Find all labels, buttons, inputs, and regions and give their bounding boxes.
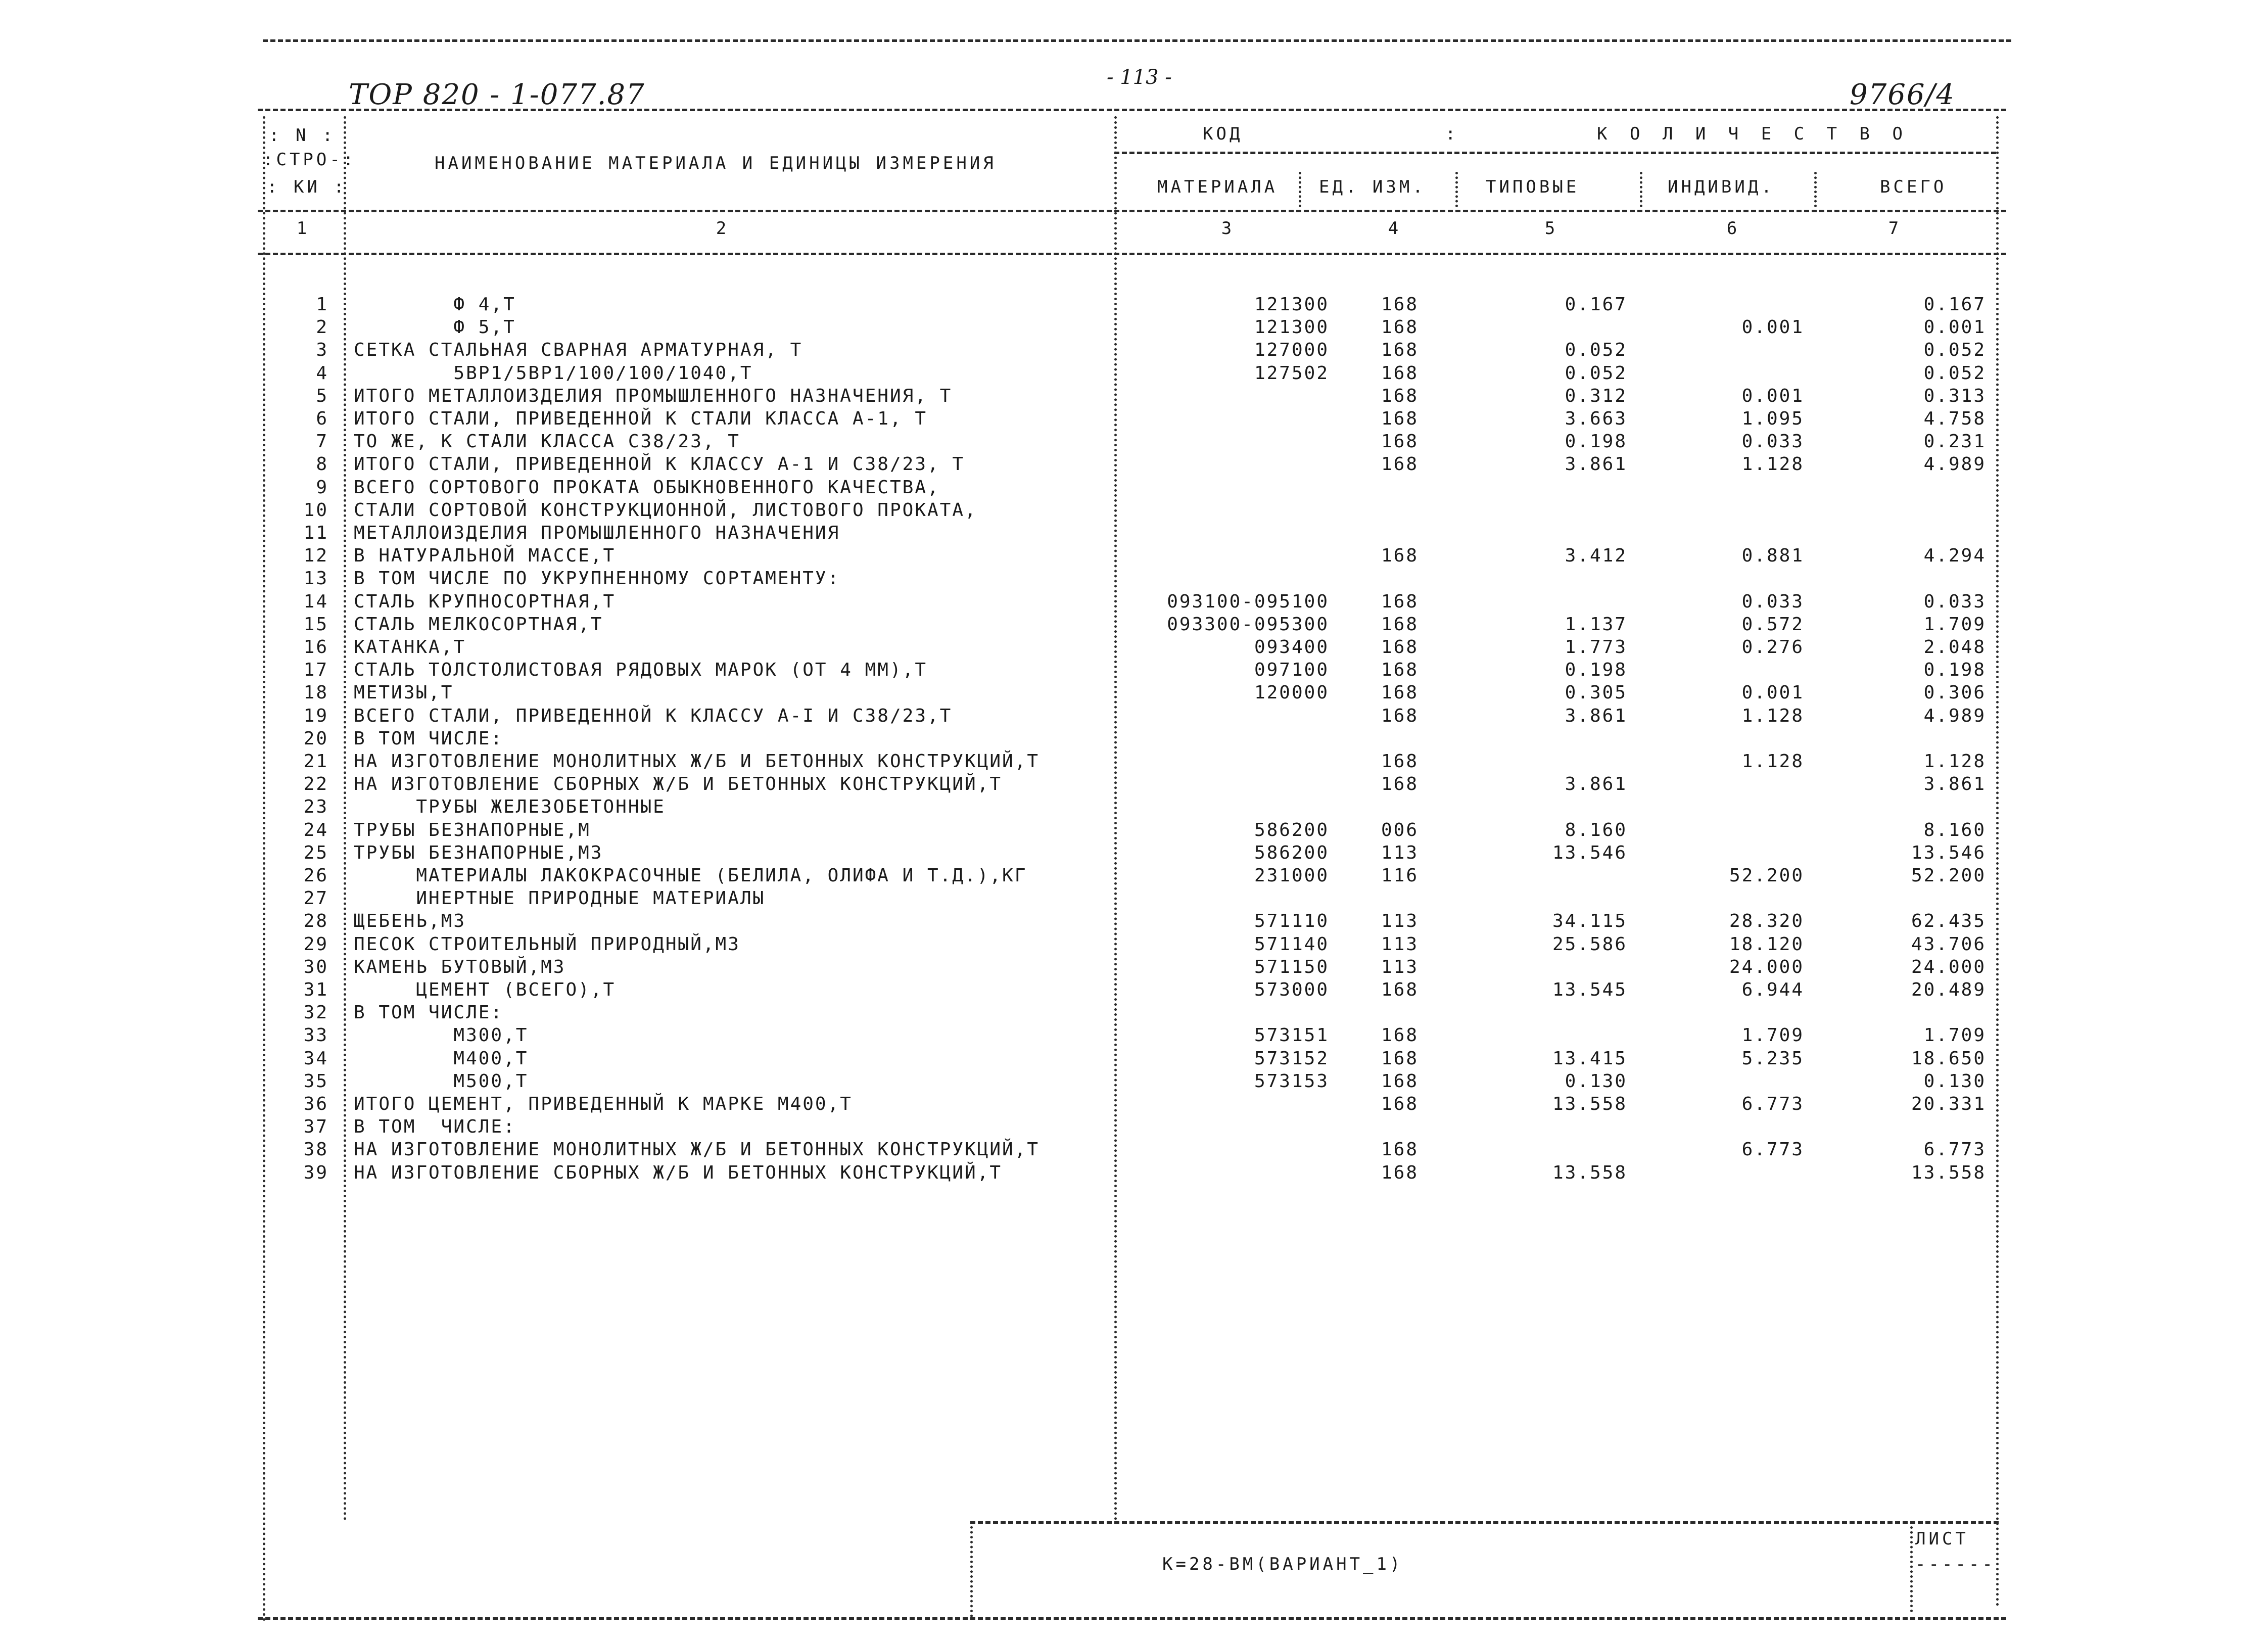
row-total: 52.200 (1911, 865, 1986, 886)
row-total: 18.650 (1911, 1048, 1986, 1069)
row-number: 27 (303, 888, 328, 909)
row-code: 571150 (1254, 956, 1329, 977)
row-unit: 168 (1381, 637, 1419, 658)
total-header: ВСЕГО (1880, 177, 1947, 197)
row-code: 586200 (1254, 842, 1329, 863)
row-name: ВСЕГО СТАЛИ, ПРИВЕДЕННОЙ К КЛАССУ А-I И С38/23,Т (354, 705, 953, 726)
row-number: 10 (303, 499, 328, 521)
row-unit: 168 (1381, 660, 1419, 681)
row-number: 4 (316, 362, 328, 384)
row-number: 8 (316, 454, 328, 475)
row-unit: 168 (1381, 1162, 1419, 1183)
row-unit: 006 (1381, 819, 1419, 840)
row-number: 7 (316, 431, 328, 452)
row-number: 29 (303, 933, 328, 955)
row-typical: 3.412 (1565, 545, 1627, 567)
row-number: 23 (303, 796, 328, 818)
row-number: 18 (303, 682, 328, 704)
row-unit: 168 (1381, 614, 1419, 635)
row-code: 121300 (1254, 294, 1329, 315)
row-typical: 13.546 (1552, 842, 1627, 863)
sep-h-unit (1455, 172, 1458, 207)
row-name: ТРУБЫ ЖЕЛЕЗОБЕТОННЫЕ (354, 796, 666, 818)
row-total: 20.331 (1911, 1094, 1986, 1114)
row-code: 573000 (1254, 979, 1329, 1000)
row-name: Ф 4,Т (354, 294, 516, 315)
num-header-2: :СТРО-: (263, 150, 357, 170)
row-number: 6 (316, 408, 328, 429)
row-name: М400,Т (354, 1048, 529, 1069)
row-individual: 1.709 (1741, 1025, 1804, 1046)
row-typical: 0.198 (1565, 431, 1627, 452)
row-unit: 168 (1381, 1139, 1419, 1160)
right-border (1996, 116, 1999, 1607)
row-number: 34 (303, 1048, 328, 1069)
row-typical: 3.861 (1565, 454, 1627, 475)
row-name: НА ИЗГОТОВЛЕНИЕ МОНОЛИТНЫХ Ж/Б И БЕТОННЫХ КОНСТРУКЦИЙ,Т (354, 1139, 1040, 1160)
row-name: ЦЕМЕНТ (ВСЕГО),Т (354, 979, 616, 1000)
row-number: 14 (303, 591, 328, 612)
row-code: 093300-095300 (1167, 614, 1329, 635)
row-number: 19 (303, 705, 328, 726)
row-unit: 168 (1381, 408, 1419, 429)
row-total: 0.198 (1923, 660, 1986, 681)
row-name: СТАЛЬ МЕЛКОСОРТНАЯ,Т (354, 614, 603, 635)
row-total: 0.167 (1923, 294, 1986, 315)
col-num-3: 3 (1221, 218, 1235, 239)
stamp-sheet-border (1910, 1526, 1913, 1612)
row-name: НА ИЗГОТОВЛЕНИЕ СБОРНЫХ Ж/Б И БЕТОННЫХ КОНСТРУКЦИЙ,Т (354, 1162, 1003, 1183)
row-number: 28 (303, 911, 328, 932)
row-code: 127000 (1254, 340, 1329, 361)
row-unit: 168 (1381, 545, 1419, 567)
row-individual: 28.320 (1729, 911, 1804, 932)
row-number: 12 (303, 545, 328, 567)
row-individual: 6.773 (1741, 1094, 1804, 1114)
row-individual: 18.120 (1729, 933, 1804, 955)
row-name: ТРУБЫ БЕЗНАПОРНЫЕ,М (354, 819, 591, 840)
row-individual: 0.033 (1741, 591, 1804, 612)
row-typical: 0.198 (1565, 660, 1627, 681)
row-individual: 0.572 (1741, 614, 1804, 635)
row-name: СТАЛЬ ТОЛСТОЛИСТОВАЯ РЯДОВЫХ МАРОК (ОТ 4 ММ),Т (354, 660, 927, 681)
row-typical: 1.137 (1565, 614, 1627, 635)
row-individual: 52.200 (1729, 865, 1804, 886)
row-code: 586200 (1254, 819, 1329, 840)
row-typical: 13.558 (1552, 1094, 1627, 1114)
row-unit: 168 (1381, 1070, 1419, 1092)
row-unit: 116 (1381, 865, 1419, 886)
row-typical: 0.130 (1565, 1070, 1627, 1092)
sep-num (344, 116, 346, 1521)
column-numbers-rule (258, 253, 2006, 255)
row-number: 31 (303, 979, 328, 1000)
row-individual: 0.881 (1741, 545, 1804, 567)
row-unit: 168 (1381, 362, 1419, 384)
row-total: 43.706 (1911, 933, 1986, 955)
row-code: 231000 (1254, 865, 1329, 886)
row-code: 120000 (1254, 682, 1329, 704)
row-name: СТАЛИ СОРТОВОЙ КОНСТРУКЦИОННОЙ, ЛИСТОВОГО ПРОКАТА, (354, 499, 977, 521)
stamp-left-border (970, 1521, 973, 1617)
row-name: СЕТКА СТАЛЬНАЯ СВАРНАЯ АРМАТУРНАЯ, Т (354, 340, 803, 361)
row-name: М300,Т (354, 1025, 529, 1046)
row-name: ИНЕРТНЫЕ ПРИРОДНЫЕ МАТЕРИАЛЫ (354, 888, 766, 909)
row-individual: 6.773 (1741, 1139, 1804, 1160)
row-name: ТО ЖЕ, К СТАЛИ КЛАССА С38/23, Т (354, 431, 740, 452)
row-total: 4.294 (1923, 545, 1986, 567)
row-code: 093400 (1254, 637, 1329, 658)
row-typical: 0.312 (1565, 385, 1627, 406)
row-number: 38 (303, 1139, 328, 1160)
qty-group-header: К О Л И Ч Е С Т В О (1597, 124, 1909, 144)
row-unit: 168 (1381, 385, 1419, 406)
sheet-value: ------ (1915, 1554, 1996, 1574)
row-code: 093100-095100 (1167, 591, 1329, 612)
row-unit: 168 (1381, 340, 1419, 361)
row-total: 1.709 (1923, 1025, 1986, 1046)
row-name: М500,Т (354, 1070, 529, 1092)
row-total: 1.709 (1923, 614, 1986, 635)
row-name: МЕТАЛЛОИЗДЕЛИЯ ПРОМЫШЛЕННОГО НАЗНАЧЕНИЯ (354, 523, 840, 543)
row-individual: 0.001 (1741, 317, 1804, 338)
row-typical: 0.052 (1565, 362, 1627, 384)
row-unit: 113 (1381, 842, 1419, 863)
row-total: 4.989 (1923, 705, 1986, 726)
row-individual: 1.095 (1741, 408, 1804, 429)
row-unit: 168 (1381, 454, 1419, 475)
col-num-1: 1 (296, 218, 310, 239)
row-unit: 168 (1381, 1094, 1419, 1114)
header-rule (258, 109, 2006, 111)
row-name: ЩЕБЕНЬ,М3 (354, 911, 466, 932)
row-number: 20 (303, 728, 328, 749)
row-name: В ТОМ ЧИСЛЕ ПО УКРУПНЕННОМУ СОРТАМЕНТУ: (354, 568, 840, 589)
row-total: 13.546 (1911, 842, 1986, 863)
row-unit: 168 (1381, 979, 1419, 1000)
row-individual: 0.276 (1741, 637, 1804, 658)
row-name: ИТОГО МЕТАЛЛОИЗДЕЛИЯ ПРОМЫШЛЕННОГО НАЗНАЧЕНИЯ, Т (354, 385, 953, 406)
row-name: Ф 5,Т (354, 317, 516, 338)
row-code: 571110 (1254, 911, 1329, 932)
row-number: 22 (303, 774, 328, 795)
row-unit: 168 (1381, 431, 1419, 452)
row-total: 8.160 (1923, 819, 1986, 840)
row-code: 573152 (1254, 1048, 1329, 1069)
row-typical: 13.415 (1552, 1048, 1627, 1069)
row-number: 35 (303, 1070, 328, 1092)
row-total: 3.861 (1923, 774, 1986, 795)
row-typical: 3.861 (1565, 774, 1627, 795)
row-number: 13 (303, 568, 328, 589)
left-border (263, 116, 265, 1622)
code-group-header: КОД (1203, 124, 1243, 144)
stamp-top-rule (970, 1521, 1999, 1524)
row-code: 571140 (1254, 933, 1329, 955)
row-number: 16 (303, 637, 328, 658)
row-unit: 113 (1381, 911, 1419, 932)
row-typical: 0.052 (1565, 340, 1627, 361)
row-total: 0.306 (1923, 682, 1986, 704)
col-num-5: 5 (1544, 218, 1558, 239)
row-individual: 1.128 (1741, 705, 1804, 726)
row-individual: 0.001 (1741, 682, 1804, 704)
sep-header-colon: : (1445, 124, 1459, 144)
row-unit: 113 (1381, 956, 1419, 977)
row-unit: 168 (1381, 294, 1419, 315)
row-code: 097100 (1254, 660, 1329, 681)
row-name: КАТАНКА,Т (354, 637, 466, 658)
row-typical: 3.663 (1565, 408, 1627, 429)
row-unit: 168 (1381, 682, 1419, 704)
row-unit: 113 (1381, 933, 1419, 955)
row-individual: 0.033 (1741, 431, 1804, 452)
doc-code: ТОР 820 - 1-077.87 (349, 78, 645, 111)
row-typical: 3.861 (1565, 705, 1627, 726)
sep-name (1114, 116, 1117, 1521)
row-name: МЕТИЗЫ,Т (354, 682, 454, 704)
row-name: МАТЕРИАЛЫ ЛАКОКРАСОЧНЫЕ (БЕЛИЛА, ОЛИФА И Т.Д.),КГ (354, 865, 1027, 886)
typical-header: ТИПОВЫЕ (1486, 177, 1580, 197)
row-total: 62.435 (1911, 911, 1986, 932)
row-number: 3 (316, 340, 328, 361)
row-unit: 168 (1381, 1048, 1419, 1069)
row-typical: 34.115 (1552, 911, 1627, 932)
bottom-rule (258, 1617, 2006, 1620)
row-total: 0.313 (1923, 385, 1986, 406)
top-rule (263, 39, 2011, 42)
row-total: 13.558 (1911, 1162, 1986, 1183)
sheet-label: ЛИСТ (1915, 1529, 1969, 1549)
sep-h-ind (1814, 172, 1817, 207)
row-unit: 168 (1381, 705, 1419, 726)
row-individual: 5.235 (1741, 1048, 1804, 1069)
row-name: НА ИЗГОТОВЛЕНИЕ СБОРНЫХ Ж/Б И БЕТОННЫХ КОНСТРУКЦИЙ,Т (354, 774, 1003, 795)
row-name: ТРУБЫ БЕЗНАПОРНЫЕ,М3 (354, 842, 603, 863)
row-total: 24.000 (1911, 956, 1986, 977)
row-number: 15 (303, 614, 328, 635)
row-code: 121300 (1254, 317, 1329, 338)
row-number: 37 (303, 1116, 328, 1138)
row-number: 9 (316, 477, 328, 498)
row-unit: 168 (1381, 591, 1419, 612)
col-num-7: 7 (1888, 218, 1902, 239)
row-total: 2.048 (1923, 637, 1986, 658)
variant-label: К=28-ВМ(ВАРИАНТ_1) (1162, 1554, 1403, 1574)
row-name: ИТОГО ЦЕМЕНТ, ПРИВЕДЕННЫЙ К МАРКЕ М400,Т (354, 1094, 853, 1114)
header-bottom-rule (258, 210, 2006, 212)
row-code: 573153 (1254, 1070, 1329, 1092)
row-name: СТАЛЬ КРУПНОСОРТНАЯ,Т (354, 591, 616, 612)
doc-ref: 9766/4 (1850, 78, 1956, 111)
row-name: В ТОМ ЧИСЛЕ: (354, 728, 504, 749)
col-num-6: 6 (1726, 218, 1740, 239)
row-individual: 1.128 (1741, 751, 1804, 772)
row-typical: 13.558 (1552, 1162, 1627, 1183)
row-number: 30 (303, 956, 328, 977)
sep-h-code (1299, 172, 1301, 207)
row-total: 4.758 (1923, 408, 1986, 429)
row-individual: 6.944 (1741, 979, 1804, 1000)
row-individual: 0.001 (1741, 385, 1804, 406)
row-number: 32 (303, 1002, 328, 1023)
row-number: 25 (303, 842, 328, 863)
subheader-rule (1114, 152, 1996, 154)
individual-header: ИНДИВИД. (1668, 177, 1775, 197)
material-header: МАТЕРИАЛА (1157, 177, 1278, 197)
row-individual: 24.000 (1729, 956, 1804, 977)
row-total: 1.128 (1923, 751, 1986, 772)
row-number: 1 (316, 294, 328, 315)
row-name: КАМЕНЬ БУТОВЫЙ,М3 (354, 956, 566, 977)
row-number: 17 (303, 660, 328, 681)
row-unit: 168 (1381, 774, 1419, 795)
row-total: 6.773 (1923, 1139, 1986, 1160)
num-header-1: : N : (269, 125, 336, 146)
row-code: 573151 (1254, 1025, 1329, 1046)
row-typical: 25.586 (1552, 933, 1627, 955)
row-total: 0.052 (1923, 362, 1986, 384)
page-number: - 113 - (1107, 66, 1172, 89)
row-total: 0.033 (1923, 591, 1986, 612)
row-name: В ТОМ ЧИСЛЕ: (354, 1002, 504, 1023)
row-total: 4.989 (1923, 454, 1986, 475)
row-total: 20.489 (1911, 979, 1986, 1000)
row-number: 21 (303, 751, 328, 772)
row-unit: 168 (1381, 317, 1419, 338)
row-number: 39 (303, 1162, 328, 1183)
row-number: 36 (303, 1094, 328, 1114)
row-unit: 168 (1381, 751, 1419, 772)
row-typical: 0.167 (1565, 294, 1627, 315)
row-name: ПЕСОК СТРОИТЕЛЬНЫЙ ПРИРОДНЫЙ,М3 (354, 933, 740, 955)
row-code: 127502 (1254, 362, 1329, 384)
row-individual: 1.128 (1741, 454, 1804, 475)
unit-header: ЕД. ИЗМ. (1319, 177, 1426, 197)
row-typical: 13.545 (1552, 979, 1627, 1000)
row-unit: 168 (1381, 1025, 1419, 1046)
num-header-3: : КИ : (267, 177, 347, 197)
row-name: ИТОГО СТАЛИ, ПРИВЕДЕННОЙ К КЛАССУ А-1 И С38/23, Т (354, 454, 965, 475)
col-num-2: 2 (716, 218, 730, 239)
row-number: 5 (316, 385, 328, 406)
row-name: 5ВР1/5ВР1/100/100/1040,Т (354, 362, 753, 384)
sep-h-typ (1640, 172, 1642, 207)
row-total: 0.001 (1923, 317, 1986, 338)
row-total: 0.231 (1923, 431, 1986, 452)
name-header: НАИМЕНОВАНИЕ МАТЕРИАЛА И ЕДИНИЦЫ ИЗМЕРЕНИЯ (435, 153, 997, 173)
row-number: 2 (316, 317, 328, 338)
row-typical: 8.160 (1565, 819, 1627, 840)
row-name: НА ИЗГОТОВЛЕНИЕ МОНОЛИТНЫХ Ж/Б И БЕТОННЫХ КОНСТРУКЦИЙ,Т (354, 751, 1040, 772)
row-typical: 1.773 (1565, 637, 1627, 658)
row-typical: 0.305 (1565, 682, 1627, 704)
row-number: 33 (303, 1025, 328, 1046)
row-name: В НАТУРАЛЬНОЙ МАССЕ,Т (354, 545, 616, 567)
row-name: ВСЕГО СОРТОВОГО ПРОКАТА ОБЫКНОВЕННОГО КАЧЕСТВА, (354, 477, 940, 498)
row-number: 11 (303, 523, 328, 543)
row-total: 0.130 (1923, 1070, 1986, 1092)
row-number: 26 (303, 865, 328, 886)
row-number: 24 (303, 819, 328, 840)
row-name: В ТОМ ЧИСЛЕ: (354, 1116, 516, 1138)
row-name: ИТОГО СТАЛИ, ПРИВЕДЕННОЙ К СТАЛИ КЛАССА А-1, Т (354, 408, 927, 429)
col-num-4: 4 (1388, 218, 1402, 239)
row-total: 0.052 (1923, 340, 1986, 361)
